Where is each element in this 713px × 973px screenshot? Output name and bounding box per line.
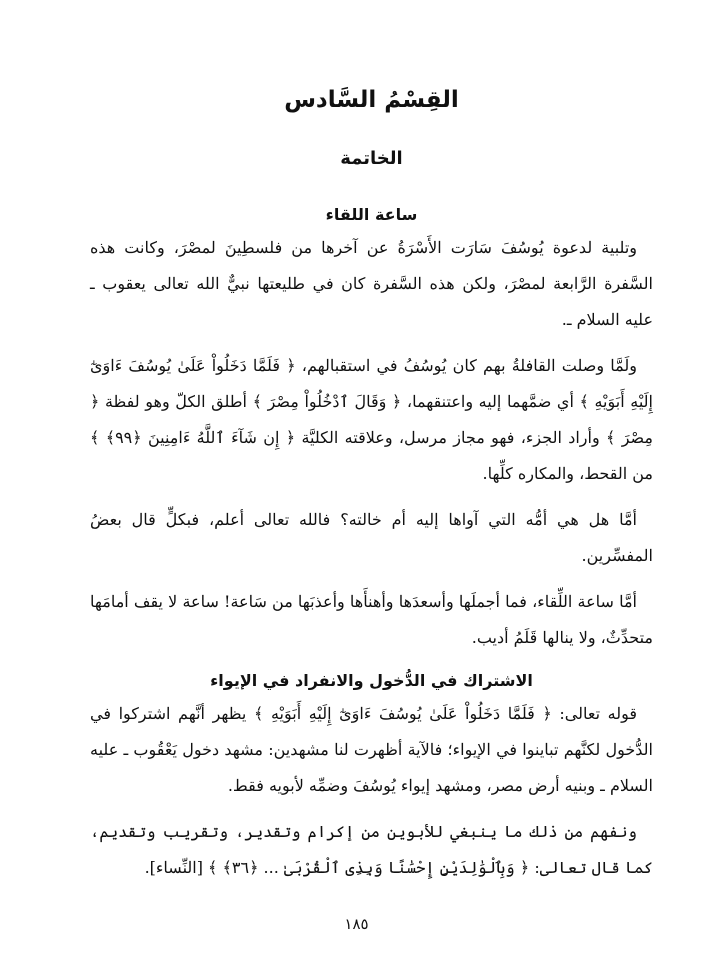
paragraph-4: أمَّا ساعة اللِّقاء، فما أجملَها وأسعدَها وأهنأَها وأعذبَها من سَاعة! ساعة لا يقف أمامَها متحدِّثٌ، ولا ينالها قَلَمُ أديب. bbox=[90, 592, 653, 647]
page-number: ١٨٥ bbox=[344, 915, 369, 933]
heading-meeting-hour: ساعة اللقاء bbox=[325, 205, 418, 224]
document-page bbox=[90, 80, 653, 896]
chapter-title: الخاتمة bbox=[340, 148, 403, 169]
section-title: القِسْمُ السَّادس bbox=[284, 87, 459, 113]
paragraph-6: ونفهم من ذلك ما ينبغي للأبوين من إكرام وتقدير، وتقريب وتقديم، كما قال تعالى: ﴿ وَبِٱلْوَٰلِدَيْنِ إِحْسَٰنًا وَبِذِى ٱلْقُرْبَىٰ ... ﴿٣٦﴾ ﴾ [النِّساء]. bbox=[90, 822, 653, 877]
heading-sharing: الاشتراك في الدُّخول والانفراد في الإيواء bbox=[210, 671, 533, 690]
paragraph-3: أمَّا هل هي أمُّه التي آواها إليه أم خالته؟ فالله تعالى أعلم، فبكلٍّ قال بعضُ المفسِّرين. bbox=[90, 510, 653, 565]
paragraph-1: وتلبية لدعوة يُوسُفَ سَارَت الأَسْرَةُ عن آخرها من فلسطِينَ لمصْرَ، وكانت هذه السَّفرة الرَّابعة لمصْرَ، ولكن هذه السَّفرة كان في طليعتها نبيٌّ الله تعالى يعقوب ـ عليه السلام ـ. bbox=[90, 238, 653, 329]
paragraph-2: ولَمَّا وصلت القافلةُ بهم كان يُوسُفُ في استقبالهم، ﴿ فَلَمَّا دَخَلُواْ عَلَىٰ يُوسُفَ ءَاوَىٰٓ إِلَيْهِ أَبَوَيْهِ ﴾ أي ضمَّهما إليه واعتنقهما، ﴿ وَقَالَ ٱدْخُلُواْ مِصْرَ ﴾ أطلق الكلّ وهو لفظة ﴿ مِصْرَ ﴾ وأراد الجزء، فهو مجاز مرسل، وعلاقته الكليَّة ﴿ إِن شَآءَ ٱللَّهُ ءَامِنِينَ ﴿٩٩﴾ ﴾ من القحط، والمكاره كلِّها. bbox=[90, 356, 653, 483]
paragraph-5: قوله تعالى: ﴿ فَلَمَّا دَخَلُواْ عَلَىٰ يُوسُفَ ءَاوَىٰٓ إِلَيْهِ أَبَوَيْهِ ﴾ يظهر أنَّهم اشتركوا في الدُّخول لكنَّهم تباينوا في الإيواء؛ فالآية أظهرت لنا مشهدين: مشهد دخول يَعْقُوب ـ عليه السلام ـ وبنيه أرض مصر، ومشهد إيواء يُوسُفَ وضمِّه لأبويه فقط. bbox=[90, 704, 653, 795]
